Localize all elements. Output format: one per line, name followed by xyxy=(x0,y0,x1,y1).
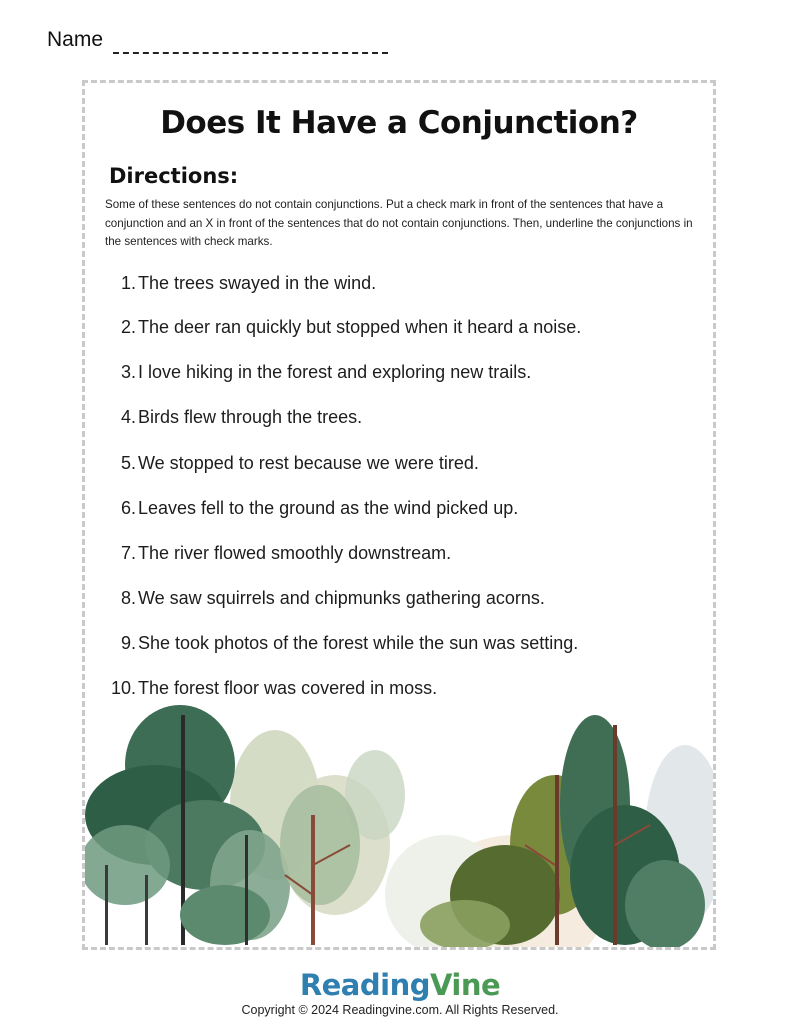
name-label: Name xyxy=(47,28,104,51)
worksheet-title: Does It Have a Conjunction? xyxy=(160,105,638,141)
forest-illustration xyxy=(85,695,713,947)
list-item xyxy=(85,543,451,569)
worksheet-frame xyxy=(82,80,716,950)
list-item xyxy=(85,498,518,524)
item-sentence: Leaves fell to the ground as the wind picked up. xyxy=(138,498,519,518)
item-sentence: The deer ran quickly but stopped when it heard a noise. xyxy=(138,317,582,337)
item-number: 10. xyxy=(110,678,136,698)
item-number: 4. xyxy=(120,407,136,427)
item-sentence: She took photos of the forest while the sun was setting. xyxy=(138,633,579,653)
directions-heading: Directions: xyxy=(109,164,239,188)
item-sentence: The river flowed smoothly downstream. xyxy=(138,543,452,563)
list-item xyxy=(85,317,581,343)
directions-text: Some of these sentences do not contain conjunctions. Put a check mark in front of the sentences that have a conjunction and an X in front of the sentences that do not contain conjunctions. Then, underline the conjunctions in the sentences with check marks. xyxy=(105,198,693,248)
item-number: 6. xyxy=(120,498,136,518)
item-sentence: We saw squirrels and chipmunks gathering acorns. xyxy=(138,588,545,608)
item-number: 8. xyxy=(120,588,136,608)
item-number: 2. xyxy=(120,317,136,337)
list-item xyxy=(85,453,479,479)
item-number: 7. xyxy=(120,543,136,563)
item-sentence: Birds flew through the trees. xyxy=(138,407,363,427)
list-item xyxy=(85,633,578,659)
item-sentence: I love hiking in the forest and exploring new trails. xyxy=(138,362,532,382)
item-sentence: The forest floor was covered in moss. xyxy=(138,678,438,698)
name-blank-line[interactable] xyxy=(113,52,388,54)
list-item xyxy=(85,362,531,388)
logo-reading-text: Reading xyxy=(299,968,430,1002)
item-number: 9. xyxy=(120,633,136,653)
logo-vine-text: Vine xyxy=(429,968,501,1002)
item-sentence: We stopped to rest because we were tired. xyxy=(138,453,479,473)
item-number: 3. xyxy=(120,362,136,382)
list-item xyxy=(85,407,362,433)
item-number: 5. xyxy=(120,453,136,473)
list-item xyxy=(85,588,545,614)
copyright-text: Copyright © 2024 Readingvine.com. All Rights Reserved. xyxy=(241,1003,559,1017)
item-sentence: The trees swayed in the wind. xyxy=(138,273,377,293)
item-number: 1. xyxy=(120,273,136,293)
list-item xyxy=(85,273,376,299)
readingvine-logo xyxy=(0,968,800,1002)
